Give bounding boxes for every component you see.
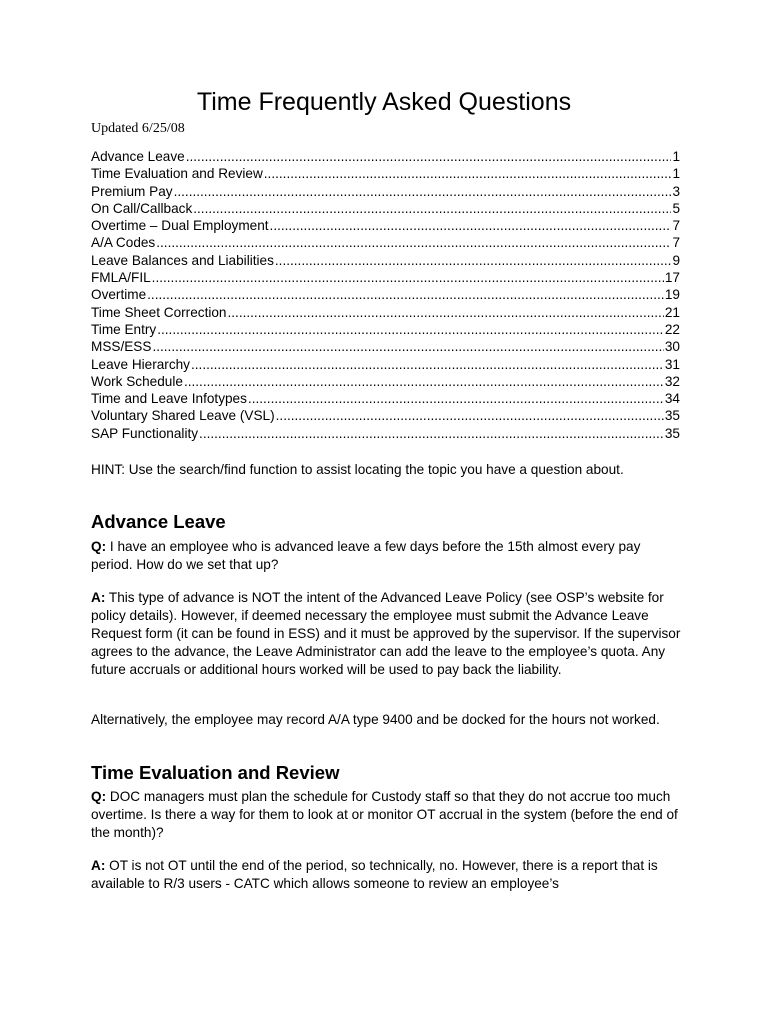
- toc-entry-page: 30: [664, 339, 680, 355]
- toc-entry-label: Time Entry: [91, 321, 157, 337]
- toc-entry-page: 17: [664, 270, 680, 286]
- toc-entry-page: 7: [672, 235, 680, 251]
- toc-entry-page: 35: [664, 425, 680, 441]
- toc-leader-dots: [199, 425, 664, 442]
- toc-entry[interactable]: [91, 252, 680, 269]
- toc-entry[interactable]: [91, 407, 680, 424]
- toc-entry-label: Overtime: [91, 287, 147, 303]
- toc-entry-label: Premium Pay: [91, 183, 173, 199]
- toc-entry[interactable]: [91, 286, 680, 303]
- question-text: DOC managers must plan the schedule for Custody staff so that they do not accrue too much overtime. Is there a way for them to look at or monitor OT accrual in the system (before the end of the month)?: [91, 789, 678, 840]
- toc-entry-page: 1: [672, 149, 680, 164]
- toc-entry[interactable]: [91, 234, 680, 251]
- toc-entry[interactable]: [91, 165, 680, 182]
- answer-text: OT is not OT until the end of the period, so technically, no. However, there is a report that is available to R/3 users - CATC which allows someone to review an employee’s: [91, 858, 658, 891]
- toc-entry-page: 32: [664, 373, 680, 389]
- toc-entry-label: FMLA/FIL: [91, 270, 151, 286]
- section-heading-time-evaluation: Time Evaluation and Review: [91, 762, 340, 783]
- toc-entry-page: 31: [664, 356, 680, 372]
- section-heading-advance-leave: Advance Leave: [91, 511, 226, 532]
- toc-entry-page: 1: [672, 166, 680, 182]
- toc-entry-label: Voluntary Shared Leave (VSL): [91, 408, 275, 424]
- toc-entry-label: A/A Codes: [91, 235, 156, 251]
- toc-entry[interactable]: [91, 321, 680, 338]
- toc-entry-label: Leave Balances and Liabilities: [91, 252, 274, 268]
- time-eval-question: [91, 788, 681, 842]
- toc-entry[interactable]: [91, 217, 680, 234]
- toc-entry-label: Advance Leave: [91, 149, 185, 164]
- toc-entry[interactable]: [91, 425, 680, 442]
- toc-entry-page: 21: [664, 304, 680, 320]
- toc-entry-label: SAP Functionality: [91, 425, 199, 441]
- question-text: I have an employee who is advanced leave a few days before the 15th almost every pay period. How do we set that up?: [91, 539, 641, 572]
- toc-entry-page: 22: [664, 321, 680, 337]
- toc-entry-page: 34: [664, 391, 680, 407]
- toc-entry-label: MSS/ESS: [91, 339, 152, 355]
- toc-entry-label: Overtime – Dual Employment: [91, 218, 269, 234]
- toc-entry-page: 35: [664, 408, 680, 424]
- toc-leader-dots: [156, 234, 671, 251]
- advance-leave-answer: [91, 589, 681, 679]
- toc-leader-dots: [264, 165, 672, 182]
- toc-entry[interactable]: [91, 390, 680, 407]
- toc-entry[interactable]: [91, 338, 680, 355]
- toc-entry-page: 5: [672, 200, 680, 216]
- time-eval-answer: [91, 857, 681, 893]
- toc-entry[interactable]: [91, 304, 680, 321]
- toc-leader-dots: [174, 183, 672, 200]
- hint-text: HINT: Use the search/find function to assist locating the topic you have a question about.: [91, 462, 624, 477]
- toc-leader-dots: [191, 356, 664, 373]
- answer-label: A:: [91, 590, 106, 605]
- answer-label: A:: [91, 858, 106, 873]
- answer-text: This type of advance is NOT the intent of the Advanced Leave Policy (see OSP’s website for policy details). However, if deemed necessary the employee must submit the Advance Leave Request form (it can be found in ESS) and it must be approved by the supervisor. If the supervisor agrees to the advance, the Leave Administrator can add the leave to the employee’s quota. Any future accruals or additional hours worked will be used to pay back the liability.: [91, 590, 681, 677]
- toc-entry-label: Leave Hierarchy: [91, 356, 190, 372]
- toc-entry[interactable]: [91, 200, 680, 217]
- toc-leader-dots: [152, 269, 664, 286]
- page-title: Time Frequently Asked Questions: [196, 88, 572, 116]
- toc-leader-dots: [193, 200, 671, 217]
- toc-entry-label: Time and Leave Infotypes: [91, 391, 247, 407]
- toc-entry[interactable]: [91, 183, 680, 200]
- toc-entry-label: Time Sheet Correction: [91, 304, 227, 320]
- toc-entry[interactable]: [91, 148, 680, 165]
- toc-leader-dots: [248, 390, 664, 407]
- toc-entry-page: 9: [672, 252, 680, 268]
- updated-date: Updated 6/25/08: [91, 121, 185, 136]
- toc-entry-page: 19: [664, 287, 680, 303]
- toc-entry[interactable]: [91, 269, 680, 286]
- question-label: Q:: [91, 789, 107, 804]
- toc-leader-dots: [276, 407, 664, 424]
- advance-leave-question: [91, 538, 681, 574]
- advance-leave-alternative: Alternatively, the employee may record A/A type 9400 and be docked for the hours not worked.: [91, 712, 660, 727]
- toc-entry-label: Work Schedule: [91, 373, 183, 389]
- table-of-contents: [91, 148, 680, 442]
- toc-leader-dots: [270, 217, 672, 234]
- question-label: Q:: [91, 539, 107, 554]
- toc-entry-label: Time Evaluation and Review: [91, 166, 263, 182]
- toc-entry[interactable]: [91, 373, 680, 390]
- toc-leader-dots: [186, 148, 672, 165]
- toc-leader-dots: [147, 286, 664, 303]
- toc-entry-page: 7: [672, 218, 680, 234]
- toc-leader-dots: [184, 373, 664, 390]
- toc-leader-dots: [275, 252, 672, 269]
- toc-entry[interactable]: [91, 356, 680, 373]
- toc-leader-dots: [152, 338, 663, 355]
- toc-entry-label: On Call/Callback: [91, 200, 193, 216]
- toc-leader-dots: [228, 304, 664, 321]
- toc-entry-page: 3: [672, 183, 680, 199]
- toc-leader-dots: [157, 321, 664, 338]
